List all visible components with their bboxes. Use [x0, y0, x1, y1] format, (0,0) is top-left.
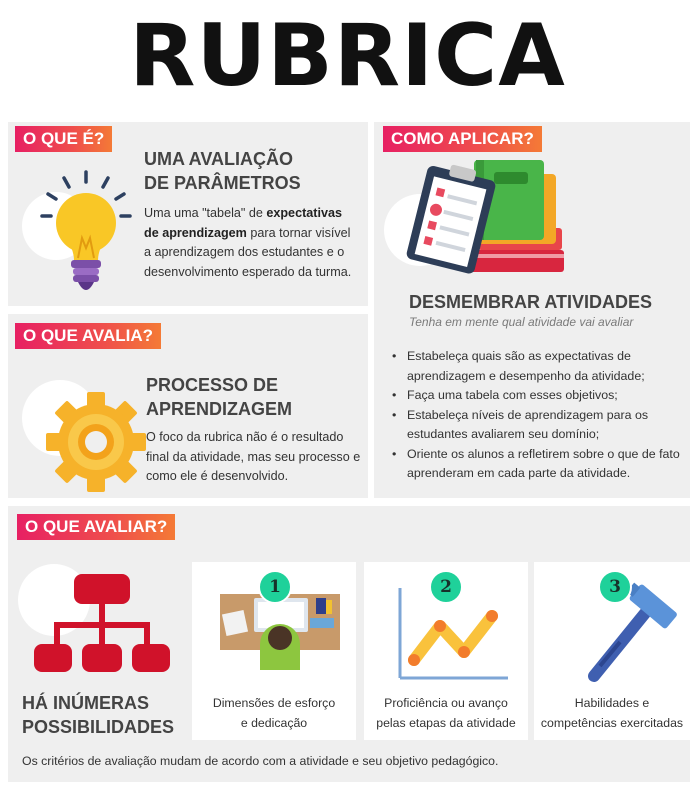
- o-que-avalia-description: [146, 428, 366, 487]
- card-2-line-2: pelas etapas da atividade: [376, 715, 516, 730]
- desc-line-4: desenvolvimento esperado da turma.: [144, 264, 352, 279]
- step-number-3: 3: [598, 570, 632, 604]
- card-3-line-1: Habilidades e: [574, 696, 650, 710]
- tag-como-aplicar: COMO APLICAR?: [383, 126, 542, 152]
- card-1-caption: [192, 694, 356, 733]
- avalia-line-3: como ele é desenvolvido.: [146, 469, 289, 483]
- list-item: • Oriente os alunos a refletirem sobre o que de fato aprenderam em cada parte da atividade.: [389, 445, 689, 484]
- hammer-icon: [576, 578, 688, 688]
- heading-desmembrar-atividades: DESMEMBRAR ATIVIDADES: [409, 292, 653, 312]
- heading-aprendizagem: APRENDIZAGEM: [146, 399, 293, 419]
- avalia-line-1: O foco da rubrica não é o resultado: [146, 430, 344, 444]
- heading-possibilidades: POSSIBILIDADES: [22, 717, 175, 737]
- desc-line-1a: Uma uma "tabela" de: [144, 206, 267, 220]
- heading-de-parametros: DE PARÂMETROS: [144, 173, 301, 193]
- heading-ha-inumeras: HÁ INÚMERAS: [22, 693, 150, 713]
- lightbulb-icon: [18, 168, 138, 298]
- clipboard-books-icon: [382, 150, 572, 290]
- desc-line-2a: de aprendizagem: [144, 225, 247, 240]
- desc-line-1b: expectativas: [266, 206, 342, 220]
- avalia-line-2: final da atividade, mas seu processo e: [146, 449, 361, 464]
- hierarchy-icon: [18, 560, 184, 684]
- footer-note: Os critérios de avaliação mudam de acordo com a atividade e seu objetivo pedagógico.: [22, 754, 499, 768]
- tag-o-que-e: O QUE É?: [15, 126, 112, 152]
- heading-uma-avaliacao: UMA AVALIAÇÃO: [144, 149, 293, 169]
- tag-o-que-avalia: O QUE AVALIA?: [15, 323, 161, 349]
- page-title: RUBRICA: [129, 6, 566, 106]
- card-2-caption: [364, 694, 528, 733]
- como-aplicar-subtitle: Tenha em mente qual atividade vai avaliar: [409, 315, 634, 329]
- gear-icon: [16, 356, 146, 496]
- heading-processo-de: PROCESSO DE: [146, 375, 279, 395]
- list-item: • Estabeleça níveis de aprendizagem para os estudantes avaliarem seu domínio;: [389, 406, 689, 445]
- desc-line-2b: para tornar visível: [246, 225, 351, 240]
- card-3-line-2: competências exercitadas: [540, 715, 684, 730]
- como-aplicar-list: [389, 347, 689, 484]
- o-que-e-description: [144, 204, 366, 282]
- tag-o-que-avaliar: O QUE AVALIAR?: [17, 514, 175, 540]
- card-2-line-1: Proficiência ou avanço: [384, 696, 508, 710]
- step-number-1: 1: [258, 570, 292, 604]
- card-1-line-1: Dimensões de esforço: [212, 696, 336, 710]
- card-3-caption: [534, 694, 690, 733]
- desc-line-3: a aprendizagem dos estudantes e o: [144, 245, 345, 259]
- step-number-2: 2: [429, 570, 463, 604]
- card-1-line-2: e dedicação: [240, 715, 308, 730]
- list-item: • Estabeleça quais são as expectativas de aprendizagem e desempenho da atividade;: [389, 347, 689, 386]
- list-item: • Faça uma tabela com esses objetivos;: [389, 386, 689, 406]
